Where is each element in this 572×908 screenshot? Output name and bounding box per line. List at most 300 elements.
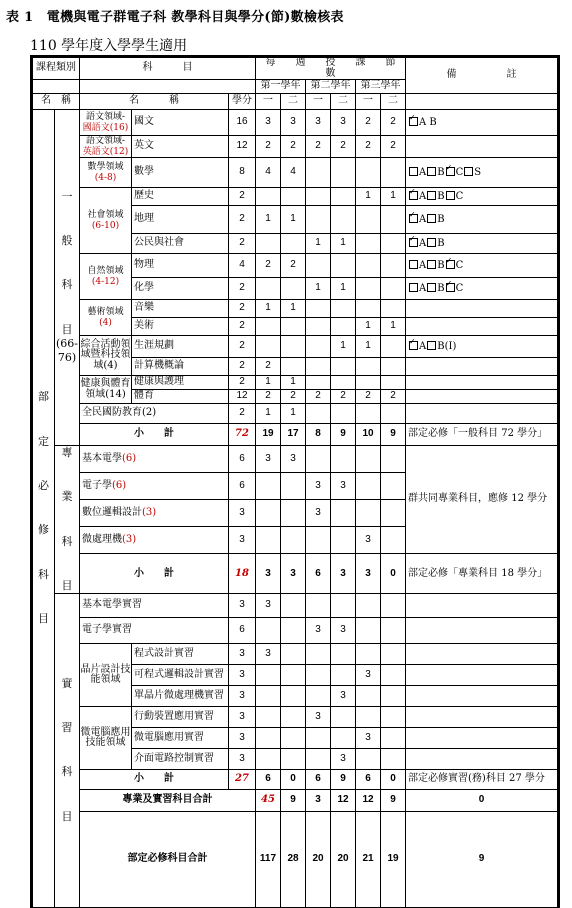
subject-cell: 英文 xyxy=(132,136,229,158)
subject-cell: 歷史 xyxy=(132,188,229,206)
dept-required-label xyxy=(33,110,55,908)
hours-cell xyxy=(381,728,406,749)
domain-cell: 健康與體育領域(14) xyxy=(80,376,132,404)
hours-cell: 2 xyxy=(281,136,306,158)
credits-cell: 3 xyxy=(229,686,256,707)
checkbox-label: A xyxy=(419,340,427,352)
hours-cell xyxy=(256,686,281,707)
subject-cell: 音樂 xyxy=(132,300,229,318)
hours-cell xyxy=(256,473,281,500)
subject-cell xyxy=(80,500,229,527)
subject-cell xyxy=(80,473,229,500)
hours-cell xyxy=(256,336,281,358)
remark-cell xyxy=(406,136,558,158)
hours-cell: 3 xyxy=(306,473,331,500)
hours-cell: 3 xyxy=(356,665,381,686)
hours-cell xyxy=(256,728,281,749)
hours-cell: 1 xyxy=(331,234,356,254)
remark-cell xyxy=(406,749,558,770)
hours-cell xyxy=(256,749,281,770)
hours-cell: 2 xyxy=(256,390,281,404)
credits-cell: 3 xyxy=(229,707,256,728)
hours-cell xyxy=(256,234,281,254)
hours-cell: 3 xyxy=(256,446,281,473)
hours-cell xyxy=(306,206,331,234)
credits-cell: 12 xyxy=(229,390,256,404)
hours-cell xyxy=(381,358,406,376)
domain-label: 藝術領域 xyxy=(87,307,124,317)
hours-cell: 2 xyxy=(306,390,331,404)
hours-cell xyxy=(331,665,356,686)
blank-cell xyxy=(80,80,256,94)
hours-cell xyxy=(356,206,381,234)
side-label: 部 xyxy=(38,390,49,404)
hours-cell xyxy=(381,446,406,473)
hours-cell xyxy=(331,206,356,234)
credits-cell: 12 xyxy=(229,136,256,158)
credits-cell: 8 xyxy=(229,158,256,188)
hours-cell: 1 xyxy=(306,278,331,300)
hours-cell xyxy=(381,278,406,300)
hours-cell xyxy=(356,707,381,728)
checkbox-label: B xyxy=(437,190,445,202)
hours-cell xyxy=(381,254,406,278)
side-label: 必 xyxy=(38,479,49,493)
checkbox-label: B xyxy=(437,237,445,249)
hours-cell xyxy=(281,473,306,500)
curriculum-table xyxy=(32,57,558,908)
hours-cell: 2 xyxy=(256,254,281,278)
hours-cell xyxy=(331,318,356,336)
remark-cell xyxy=(406,707,558,728)
subtotal-note: 部定必修「一般科目 72 學分」 xyxy=(406,424,558,446)
hours-cell xyxy=(381,300,406,318)
subject-cell xyxy=(80,446,229,473)
hours-cell xyxy=(356,300,381,318)
side-label: 專 xyxy=(61,446,73,459)
hours-cell: 0 xyxy=(281,770,306,790)
hours-cell xyxy=(281,500,306,527)
total-credits: 45 xyxy=(256,790,281,812)
checkbox-label: A xyxy=(419,213,427,225)
blank-cell xyxy=(406,94,558,110)
hours-cell xyxy=(256,278,281,300)
subject-cell: 微電腦應用實習 xyxy=(132,728,229,749)
hours-cell: 1 xyxy=(331,278,356,300)
hours-cell xyxy=(331,404,356,424)
domain-cell: 晶片設計技能領域 xyxy=(80,644,132,707)
domain-label: 數學領域 xyxy=(87,162,124,172)
remark-cell xyxy=(406,404,558,424)
hours-cell xyxy=(331,254,356,278)
hours-cell: 6 xyxy=(256,770,281,790)
hours-cell xyxy=(356,278,381,300)
domain-cell: 微電腦應用技能領域 xyxy=(80,707,132,770)
remark-cell xyxy=(406,318,558,336)
blank-cell xyxy=(33,80,80,94)
hours-cell: 1 xyxy=(281,206,306,234)
hours-cell: 19 xyxy=(381,812,406,908)
domain-cell xyxy=(80,110,132,136)
hours-cell xyxy=(306,728,331,749)
checkbox-label: A xyxy=(419,237,427,249)
header-credits: 學分 xyxy=(229,94,256,110)
page-subtitle: 110 學年度入學學生適用 xyxy=(30,38,188,54)
domain-range: (4-12) xyxy=(91,276,120,287)
professional-subjects-label xyxy=(55,446,80,594)
hours-cell: 3 xyxy=(281,446,306,473)
header-semester: 二 xyxy=(381,94,406,110)
remark-cell xyxy=(406,618,558,644)
subject-cell: 數學 xyxy=(132,158,229,188)
header-year3: 第三學年 xyxy=(356,80,406,94)
hours-cell: 3 xyxy=(306,110,331,136)
hours-cell: 3 xyxy=(331,686,356,707)
hours-cell: 12 xyxy=(356,790,381,812)
hours-cell xyxy=(381,618,406,644)
remark-cell xyxy=(406,390,558,404)
domain-label: 自然領域 xyxy=(87,266,124,276)
hours-cell: 1 xyxy=(381,188,406,206)
hours-cell: 2 xyxy=(306,136,331,158)
subject-cell: 健康與護理 xyxy=(132,376,229,390)
credits-cell: 3 xyxy=(229,749,256,770)
credits-cell: 2 xyxy=(229,234,256,254)
header-semester: 一 xyxy=(306,94,331,110)
subject-cell: 美術 xyxy=(132,318,229,336)
checkbox-label: A xyxy=(419,259,427,271)
checkbox-icon xyxy=(409,341,418,350)
hours-cell xyxy=(281,358,306,376)
checkbox-label: C xyxy=(455,166,464,178)
hours-cell: 9 xyxy=(331,770,356,790)
hours-cell xyxy=(381,376,406,390)
subject-range: (3) xyxy=(122,534,137,546)
hours-cell xyxy=(356,644,381,665)
credits-cell: 3 xyxy=(229,644,256,665)
note-text: A B xyxy=(419,116,437,128)
credits-cell: 3 xyxy=(229,527,256,554)
subject-cell: 化學 xyxy=(132,278,229,300)
checkbox-icon xyxy=(446,191,455,200)
hours-cell xyxy=(306,686,331,707)
subject-cell: 程式設計實習 xyxy=(132,644,229,665)
subject-cell: 物理 xyxy=(132,254,229,278)
hours-cell xyxy=(331,707,356,728)
side-label: 科 xyxy=(61,765,73,779)
hours-cell: 17 xyxy=(281,424,306,446)
hours-cell: 3 xyxy=(331,618,356,644)
hours-cell: 9 xyxy=(406,812,558,908)
hours-cell xyxy=(256,318,281,336)
hours-cell: 4 xyxy=(256,158,281,188)
hours-cell xyxy=(306,318,331,336)
domain-label: 語文領域- xyxy=(85,136,126,146)
checkbox-icon xyxy=(427,238,436,247)
credits-cell: 4 xyxy=(229,254,256,278)
subject-cell: 可程式邏輯設計實習 xyxy=(132,665,229,686)
credits-cell: 2 xyxy=(229,278,256,300)
hours-cell: 3 xyxy=(331,473,356,500)
domain-cell xyxy=(80,158,132,188)
domain-range: (6-10) xyxy=(91,220,120,231)
hours-cell: 6 xyxy=(306,770,331,790)
hours-cell xyxy=(331,158,356,188)
practical-subjects-label xyxy=(55,594,80,908)
hours-cell xyxy=(256,618,281,644)
subject-text: 數位邏輯設計 xyxy=(82,506,142,518)
hours-cell xyxy=(381,473,406,500)
header-semester: 一 xyxy=(356,94,381,110)
side-label: 習 xyxy=(61,721,73,735)
hours-cell xyxy=(356,376,381,390)
grand-total-credits: 117 xyxy=(256,812,281,908)
hours-cell: 2 xyxy=(356,110,381,136)
hours-cell: 3 xyxy=(306,500,331,527)
hours-cell xyxy=(256,707,281,728)
side-label: 一 xyxy=(61,189,73,203)
header-weekly-hours: 每 週 授 課 節 數 xyxy=(256,58,406,80)
hours-cell xyxy=(381,527,406,554)
note-checkboxes xyxy=(408,167,481,178)
checkbox-label: C xyxy=(455,282,464,294)
domain-cell xyxy=(80,254,132,300)
hours-cell xyxy=(306,594,331,618)
hours-cell: 1 xyxy=(381,318,406,336)
checkbox-label: A xyxy=(419,282,427,294)
hours-cell: 3 xyxy=(256,594,281,618)
hours-cell xyxy=(281,665,306,686)
checkbox-icon xyxy=(409,238,418,247)
checkbox-icon xyxy=(409,167,418,176)
total-label: 專業及實習科目合計 xyxy=(80,790,256,812)
side-label: 目 xyxy=(38,611,49,625)
subject-cell: 地理 xyxy=(132,206,229,234)
hours-cell xyxy=(381,749,406,770)
hours-cell xyxy=(381,234,406,254)
hours-cell xyxy=(281,618,306,644)
hours-cell: 2 xyxy=(381,110,406,136)
hours-cell xyxy=(281,234,306,254)
remark-cell xyxy=(406,594,558,618)
subject-cell xyxy=(80,527,229,554)
side-label: 般 xyxy=(61,233,73,247)
hours-cell xyxy=(381,665,406,686)
hours-cell: 1 xyxy=(356,336,381,358)
checkbox-icon xyxy=(409,191,418,200)
hours-cell xyxy=(381,336,406,358)
hours-cell: 3 xyxy=(306,790,331,812)
hours-cell: 19 xyxy=(256,424,281,446)
header-semester: 二 xyxy=(281,94,306,110)
remark-cell xyxy=(406,665,558,686)
header-year2: 第二學年 xyxy=(306,80,356,94)
remark-cell xyxy=(406,358,558,376)
checkbox-label: A xyxy=(419,166,427,178)
hours-cell xyxy=(306,188,331,206)
header-subject-name: 名 稱 xyxy=(80,94,229,110)
hours-cell xyxy=(381,500,406,527)
page-title: 表 1 電機與電子群電子科 教學科目與學分(節)數檢核表 xyxy=(6,10,344,25)
subtotal-label: 小 計 xyxy=(80,424,229,446)
hours-cell: 2 xyxy=(356,136,381,158)
hours-cell: 6 xyxy=(306,554,331,594)
hours-cell xyxy=(381,707,406,728)
note-checkboxes xyxy=(408,214,445,225)
hours-cell xyxy=(281,594,306,618)
note-checkboxes xyxy=(408,283,463,294)
subject-cell: 單晶片微處理機實習 xyxy=(132,686,229,707)
hours-cell xyxy=(356,618,381,644)
hours-cell xyxy=(356,254,381,278)
hours-cell: 0 xyxy=(406,790,558,812)
hours-cell: 2 xyxy=(356,390,381,404)
hours-cell: 9 xyxy=(281,790,306,812)
hours-cell xyxy=(331,527,356,554)
remark-cell xyxy=(406,376,558,390)
hours-cell: 8 xyxy=(306,424,331,446)
subtotal-label: 小 計 xyxy=(80,554,229,594)
hours-cell xyxy=(331,500,356,527)
hours-cell xyxy=(356,473,381,500)
subtotal-credits: 27 xyxy=(229,770,256,790)
hours-cell: 0 xyxy=(381,770,406,790)
hours-cell xyxy=(331,300,356,318)
remark-cell xyxy=(406,110,558,136)
credits-cell: 16 xyxy=(229,110,256,136)
hours-cell: 3 xyxy=(331,749,356,770)
credits-cell: 3 xyxy=(229,594,256,618)
hours-cell xyxy=(306,749,331,770)
hours-cell: 3 xyxy=(331,110,356,136)
side-label: 實 xyxy=(61,676,73,690)
hours-cell xyxy=(331,358,356,376)
remark-cell xyxy=(406,254,558,278)
subject-cell: 國文 xyxy=(132,110,229,136)
hours-cell: 1 xyxy=(356,188,381,206)
hours-cell xyxy=(256,527,281,554)
hours-cell xyxy=(281,644,306,665)
hours-cell xyxy=(256,188,281,206)
hours-cell: 1 xyxy=(281,300,306,318)
checkbox-icon xyxy=(409,283,418,292)
hours-cell xyxy=(356,446,381,473)
subject-range: (3) xyxy=(142,506,157,518)
hours-cell xyxy=(381,594,406,618)
hours-cell: 2 xyxy=(331,390,356,404)
hours-cell: 4 xyxy=(281,158,306,188)
note-checkboxes xyxy=(408,260,463,271)
domain-cell xyxy=(80,136,132,158)
subject-text: 基本電學 xyxy=(82,452,122,464)
checkbox-icon xyxy=(446,260,455,269)
subject-cell: 體育 xyxy=(132,390,229,404)
credits-cell: 3 xyxy=(229,665,256,686)
subtotal-credits: 72 xyxy=(229,424,256,446)
hours-cell: 2 xyxy=(256,358,281,376)
hours-cell: 9 xyxy=(381,424,406,446)
domain-label: 語文領域- xyxy=(85,112,126,122)
hours-cell: 1 xyxy=(281,404,306,424)
checkbox-icon xyxy=(409,214,418,223)
subtotal-label: 小 計 xyxy=(80,770,229,790)
domain-cell xyxy=(80,188,132,254)
subject-cell: 電子學實習 xyxy=(80,618,229,644)
checkbox-icon xyxy=(427,341,436,350)
hours-cell xyxy=(281,527,306,554)
hours-cell: 1 xyxy=(256,376,281,390)
domain-range: (4) xyxy=(99,317,112,328)
hours-cell xyxy=(306,665,331,686)
hours-cell xyxy=(281,686,306,707)
subject-cell: 公民與社會 xyxy=(132,234,229,254)
hours-cell xyxy=(281,278,306,300)
hours-cell: 28 xyxy=(281,812,306,908)
domain-cell: 綜合活動領域暨科技領域(4) xyxy=(80,336,132,376)
remark-cell xyxy=(406,206,558,234)
hours-cell: 1 xyxy=(356,318,381,336)
checkbox-icon xyxy=(427,283,436,292)
subject-cell: 生涯規劃 xyxy=(132,336,229,358)
note-checkboxes xyxy=(408,341,456,352)
checkbox-icon xyxy=(427,214,436,223)
credits-cell: 2 xyxy=(229,188,256,206)
checkbox-label: A xyxy=(419,190,427,202)
hours-cell xyxy=(381,404,406,424)
header-semester: 二 xyxy=(331,94,356,110)
hours-cell xyxy=(381,158,406,188)
subtotal-note: 部定必修實習(務)科目 27 學分 xyxy=(406,770,558,790)
hours-cell: 21 xyxy=(356,812,381,908)
hours-cell: 3 xyxy=(331,554,356,594)
credits-cell: 2 xyxy=(229,404,256,424)
hours-cell xyxy=(356,158,381,188)
hours-cell xyxy=(306,527,331,554)
hours-cell: 3 xyxy=(256,554,281,594)
hours-cell xyxy=(306,404,331,424)
remark-cell xyxy=(406,336,558,358)
hours-cell: 3 xyxy=(356,527,381,554)
side-label: 目(66-76) xyxy=(55,322,78,365)
hours-cell: 2 xyxy=(256,136,281,158)
hours-cell xyxy=(331,446,356,473)
domain-range: 國語文(16) xyxy=(82,122,129,133)
hours-cell: 3 xyxy=(256,644,281,665)
credits-cell: 2 xyxy=(229,206,256,234)
remark-cell xyxy=(406,644,558,665)
credits-cell: 2 xyxy=(229,336,256,358)
remark-cell xyxy=(406,234,558,254)
hours-cell xyxy=(256,665,281,686)
hours-cell: 0 xyxy=(381,554,406,594)
hours-cell xyxy=(306,336,331,358)
checkbox-label: B xyxy=(437,259,445,271)
hours-cell xyxy=(281,336,306,358)
hours-cell: 3 xyxy=(306,707,331,728)
hours-cell: 20 xyxy=(306,812,331,908)
checkbox-icon xyxy=(446,283,455,292)
header-year1: 第一學年 xyxy=(256,80,306,94)
subject-text: 電子學 xyxy=(82,479,112,491)
domain-range: (4-8) xyxy=(94,172,117,183)
checkbox-label: S xyxy=(474,166,482,178)
hours-cell: 6 xyxy=(356,770,381,790)
remark-cell xyxy=(406,728,558,749)
remark-cell xyxy=(406,188,558,206)
hours-cell: 20 xyxy=(331,812,356,908)
hours-cell xyxy=(356,686,381,707)
hours-cell: 3 xyxy=(356,728,381,749)
